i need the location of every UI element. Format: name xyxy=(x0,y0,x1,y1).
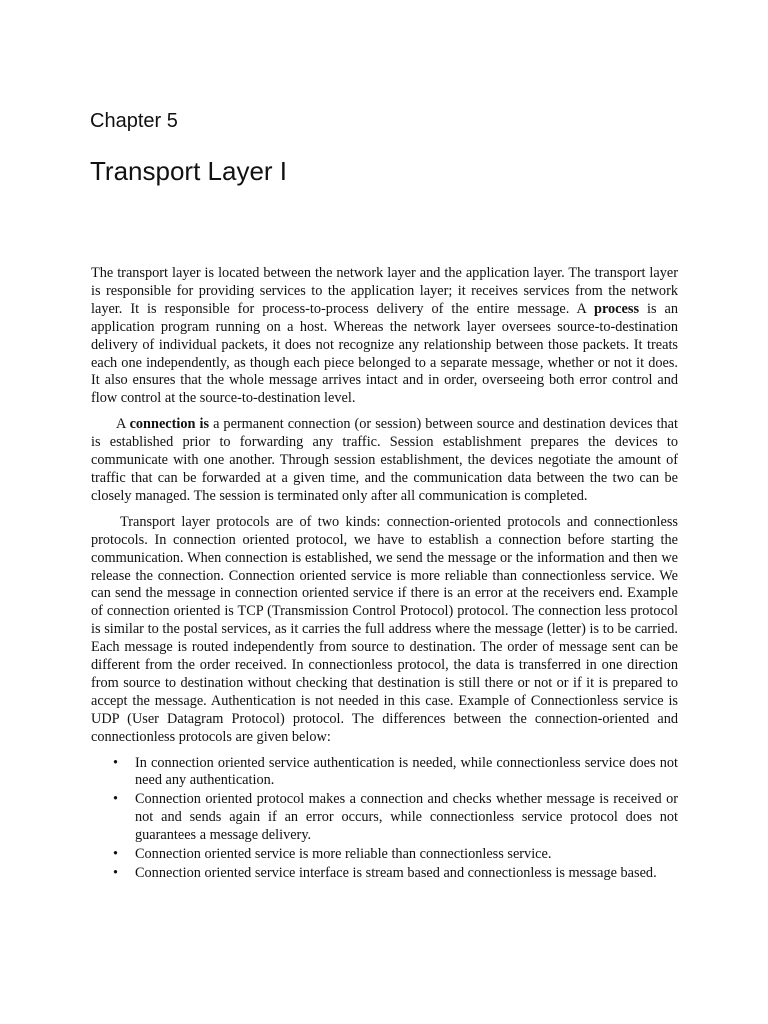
list-item-text: In connection oriented service authentication is needed, while connectionless service does not need any authentication. xyxy=(135,754,678,789)
body-text xyxy=(91,265,678,884)
bold-term-process: process xyxy=(594,300,640,317)
list-item xyxy=(91,791,678,845)
differences-list xyxy=(91,755,678,883)
list-item xyxy=(91,755,678,791)
bullet-icon: • xyxy=(113,791,119,808)
chapter-label: Chapter 5 xyxy=(90,110,178,132)
paragraph-text: A xyxy=(116,416,130,433)
list-item-text: Connection oriented service is more reliable than connectionless service. xyxy=(135,846,552,863)
paragraph-connection xyxy=(91,416,678,506)
bold-term-connection: connection is xyxy=(129,416,210,433)
paragraph-text: The transport layer is located between the network layer and the application layer. The transport layer is responsible for providing services to the application layer; it receives services from the network layer. It is responsible for process-to-process delivery of the entire message. A xyxy=(91,265,678,317)
paragraph-protocol-kinds: Transport layer protocols are of two kinds: connection-oriented protocols and connectionless protocols. In connection oriented protocol, we have to establish a connection before starting the communication. When connection is established, we send the message or the information and then we release the connection. Connection oriented service is more reliable than connectionless service. We can send the message in connection oriented service if there is an error at the receivers end. Example of connection oriented is TCP (Transmission Control Protocol) protocol. The connection less protocol is similar to the postal services, as it carries the full address where the message (letter) is to be carried. Each message is routed independently from source to destination. The order of message sent can be different from the order received. In connectionless protocol, the data is transferred in one direction from source to destination without checking that destination is still there or not or if it is prepared to accept the message. Authentication is not needed in this case. Example of Connectionless service is UDP (User Datagram Protocol) protocol. The differences between the connection-oriented and connectionless protocols are given below: xyxy=(91,513,678,745)
list-item xyxy=(91,865,678,883)
chapter-title: Transport Layer I xyxy=(90,156,288,186)
list-item-text: Connection oriented service interface is stream based and connectionless is message based. xyxy=(135,865,657,881)
paragraph-text: a permanent connection (or session) between source and destination devices that is established prior to forwarding any traffic. Session establishment prepares the devices to communicate with one another. Through session establishment, the devices negotiate the amount of traffic that can be forwarded at a given time, and the communication data between the two can be closely managed. The session is terminated only after all communication is completed. xyxy=(91,416,679,504)
paragraph-transport-layer xyxy=(91,265,678,408)
bullet-icon: • xyxy=(113,865,119,881)
paragraph-text: is an application program running on a host. Whereas the network layer oversees source-to-destination delivery of individual packets, it does not recognize any relationship between those packets. It treats each one independently, as though each piece belonged to a separate message, whether or not it does. It also ensures that the whole message arrives intact and in order, overseeing both error control and flow control at the source-to-destination level. xyxy=(91,300,678,407)
list-item-text: Connection oriented protocol makes a connection and checks whether message is received or not and sends again if an error occurs, while connectionless service protocol does not guarantees a message delivery. xyxy=(135,791,678,844)
bullet-icon: • xyxy=(113,846,119,863)
list-item xyxy=(91,846,678,864)
bullet-icon: • xyxy=(113,754,119,771)
